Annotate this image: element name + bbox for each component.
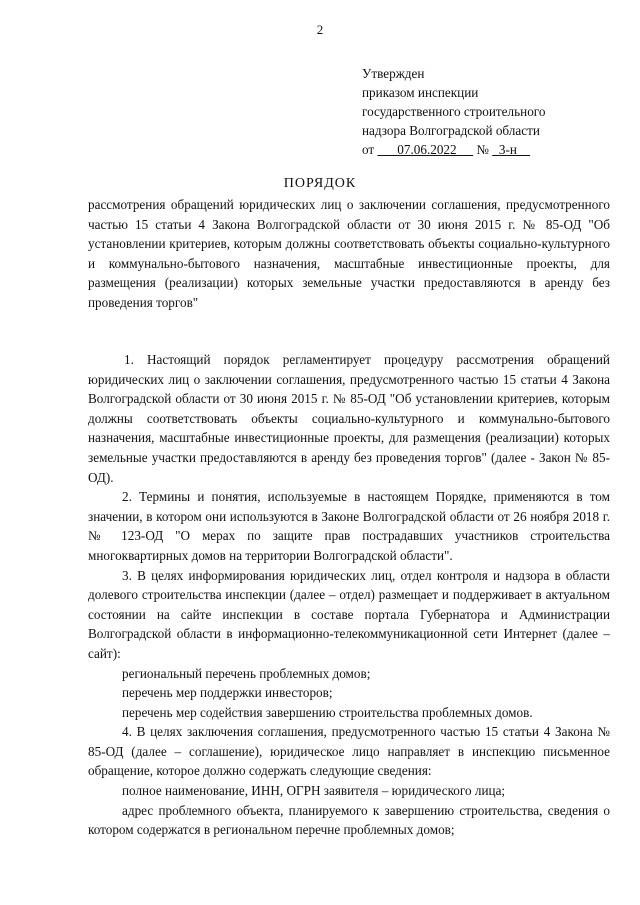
approval-line-2: приказом инспекции xyxy=(362,85,479,100)
list-item: региональный перечень проблемных домов; xyxy=(122,665,371,681)
paragraph-4: 4. В целях заключения соглашения, предусмотренного частью 15 статьи 4 Закона № 85-ОД (далее – соглашение), юридическое лицо направляет в инспекцию письменное обращение, которое должно содержать следующие сведения: xyxy=(88,724,610,779)
paragraph-1: 1. Настоящий порядок регламентирует процедуру рассмотрения обращений юридических лиц о заключении соглашения, предусмотренного частью 15 статьи 4 Закона Волгоградской области от 30 июня 2015 г. № 85-ОД "Об установлении критериев, которым должны соответствовать объекты социально-культурного и коммунально-бытового назначения, масштабные инвестиционные проекты, для размещения (реализации) которых земельные участки предоставляются в аренду без проведения торгов" (далее - Закон № 85-ОД). xyxy=(88,352,610,485)
approval-block xyxy=(362,64,602,159)
page-number: 2 xyxy=(316,22,324,37)
list-item: перечень мер содействия завершению строительства проблемных домов. xyxy=(122,704,533,720)
approval-line-4: надзора Волгоградской области xyxy=(362,123,540,138)
list-item: полное наименование, ИНН, ОГРН заявителя – юридического лица; xyxy=(122,783,506,799)
approval-number: 3-н xyxy=(498,142,517,157)
document-body xyxy=(88,350,610,840)
paragraph-3: 3. В целях информирования юридических лиц, отдел контроля и надзора в области долевого строительства инспекции (далее – отдел) размещает и поддерживает в актуальном состоянии на сайте инспекции в составе портала Губернатора и Администрации Волгоградской области в информационно-телекоммуникационной сети Интернет (далее – сайт): xyxy=(88,567,610,661)
document-subtitle: рассмотрения обращений юридических лиц о заключении соглашения, предусмотренного частью 15 статьи 4 Закона Волгоградской области от 30 июня 2015 г. № 85-ОД "Об установлении критериев, которым должны соответствовать объекты социально-культурного и коммунально-бытового назначения, масштабные инвестиционные проекты, для размещения (реализации) которых земельные участки предоставляются в аренду без проведения торгов" xyxy=(88,197,610,310)
list-item: адрес проблемного объекта, планируемого к завершению строительства, сведения о котором содержатся в региональном перечне проблемных домов; xyxy=(88,802,610,838)
approval-date-line xyxy=(362,140,602,159)
approval-date: 07.06.2022 xyxy=(397,142,457,157)
date-prefix: от xyxy=(362,142,375,157)
list-item: перечень мер поддержки инвесторов; xyxy=(122,685,333,701)
document-title: ПОРЯДОК xyxy=(283,176,357,191)
number-prefix: № xyxy=(476,142,489,157)
paragraph-2: 2. Термины и понятия, используемые в настоящем Порядке, применяются в том значении, в котором они используются в Законе Волгоградской области от 26 ноября 2018 г. № 123-ОД "О мерах по защите прав пострадавших участников строительства многоквартирных домов на территории Волгоградской области". xyxy=(88,489,610,563)
approval-line-1: Утвержден xyxy=(362,66,425,81)
approval-line-3: государственного строительного xyxy=(362,104,546,119)
